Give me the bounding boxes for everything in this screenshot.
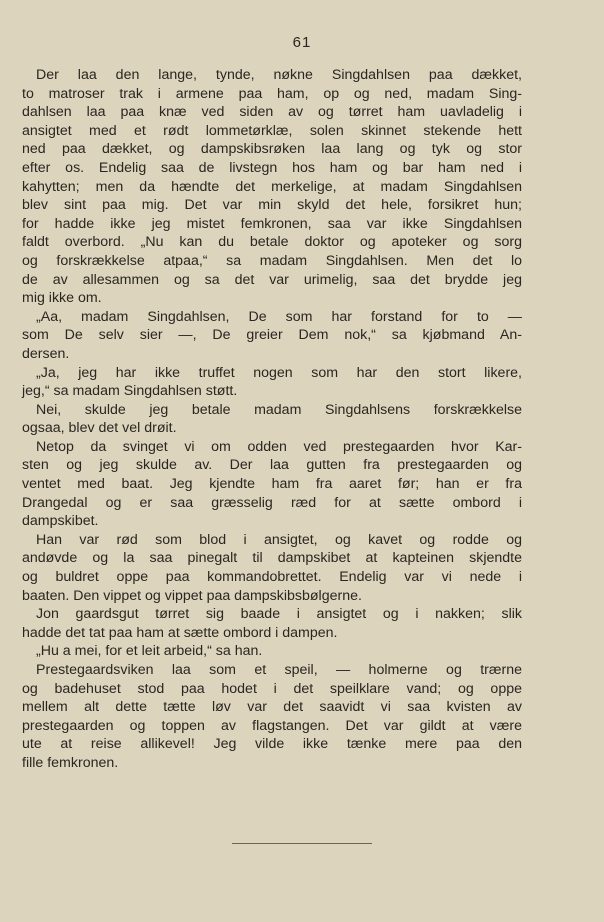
text-line: ansigtet med et rødt lommetørklæ, solen skinnet stekende hett — [22, 122, 522, 139]
text-line: „Aa, madam Singdahlsen, De som har forstand for to — — [36, 308, 522, 325]
text-line: Der laa den lange, tynde, nøkne Singdahlsen paa dækket, — [36, 67, 522, 83]
text-line: faldt overbord. „Nu kan du betale doktor og apoteker og sorg — [22, 234, 522, 251]
text-line: Jon gaardsgut tørret sig baade i ansigtet og i nakken; slik — [36, 606, 522, 623]
text-line: mellem alt dette tætte løv var det saavidt vi saa kvisten av — [22, 699, 522, 716]
body-text — [22, 66, 522, 773]
text-line: baaten. Den vippet og vippet paa dampskibsbølgerne. — [22, 587, 362, 604]
text-line: „Ja, jeg har ikke truffet nogen som har den stort likere, — [36, 364, 522, 381]
text-line: dahlsen laa paa knæ ved siden av og tørret ham uavladelig i — [22, 104, 522, 121]
text-line: efter os. Endelig saa de livstegn hos ham og bar ham ned i — [22, 159, 522, 176]
text-line: for hadde ikke jeg mistet femkronen, saa var ikke Singdahlsen — [22, 215, 522, 232]
text-line: ned paa dækket, og dampskibsrøken laa lang og tyk og stor — [22, 141, 522, 158]
text-line: Prestegaardsviken laa som et speil, — holmerne og trærne — [36, 662, 522, 678]
text-line: jeg,“ sa madam Singdahlsen støtt. — [22, 383, 238, 400]
text-line: Han var rød som blod i ansigtet, og kavet og rodde og — [36, 531, 522, 548]
text-line: og buldret oppe paa kommandobrettet. Endelig var vi nede i — [22, 569, 522, 586]
text-line: Netop da svinget vi om odden ved prestegaarden hvor Kar- — [36, 438, 522, 455]
text-line: som De selv sier —, De greier Dem nok,“ sa kjøbmand An- — [22, 327, 522, 344]
text-line: prestegaarden og toppen av flagstangen. Det var gildt at være — [22, 717, 522, 734]
text-line: dersen. — [22, 345, 70, 362]
text-line: kahytten; men da hændte det merkelige, at madam Singdahlsen — [22, 178, 522, 195]
divider-rule — [232, 843, 372, 844]
text-line: fille femkronen. — [22, 754, 119, 771]
text-line: ogsaa, blev det vel drøit. — [22, 420, 177, 437]
text-line: Nei, skulde jeg betale madam Singdahlsens forskrækkelse — [36, 401, 522, 418]
text-line: „Hu a mei, for et leit arbeid,“ sa han. — [36, 643, 263, 660]
text-line: hadde det tat paa ham at sætte ombord i dampen. — [22, 624, 338, 641]
text-line: sten og jeg skulde av. Der laa gutten fra prestegaarden og — [22, 457, 522, 474]
text-line: andøvde og la saa pinegalt til dampskibet at kapteinen skjendte — [22, 550, 522, 567]
text-line: og forskrækkelse atpaa,“ sa madam Singdahlsen. Men det lo — [22, 252, 522, 269]
text-line: dampskibet. — [22, 513, 99, 530]
text-line: og badehuset stod paa hodet i det speilklare vand; og oppe — [22, 680, 522, 697]
text-line: blev sint paa mig. Det var min skyld det hele, forsikret hun; — [22, 197, 522, 214]
text-line: mig ikke om. — [22, 290, 102, 307]
text-line: ute at reise allikevel! Jeg vilde ikke tænke mere paa den — [22, 736, 522, 753]
text-line: de av allesammen og sa det var urimelig, saa det brydde jeg — [22, 271, 522, 288]
page-number: 61 — [292, 34, 312, 51]
text-line: Drangedal og er saa græsselig ræd for at sætte ombord i — [22, 494, 522, 511]
text-line: ventet med baat. Jeg kjendte ham fra aaret før; han er fra — [22, 476, 522, 493]
text-line: to matroser trak i armene paa ham, op og ned, madam Sing- — [22, 85, 522, 102]
